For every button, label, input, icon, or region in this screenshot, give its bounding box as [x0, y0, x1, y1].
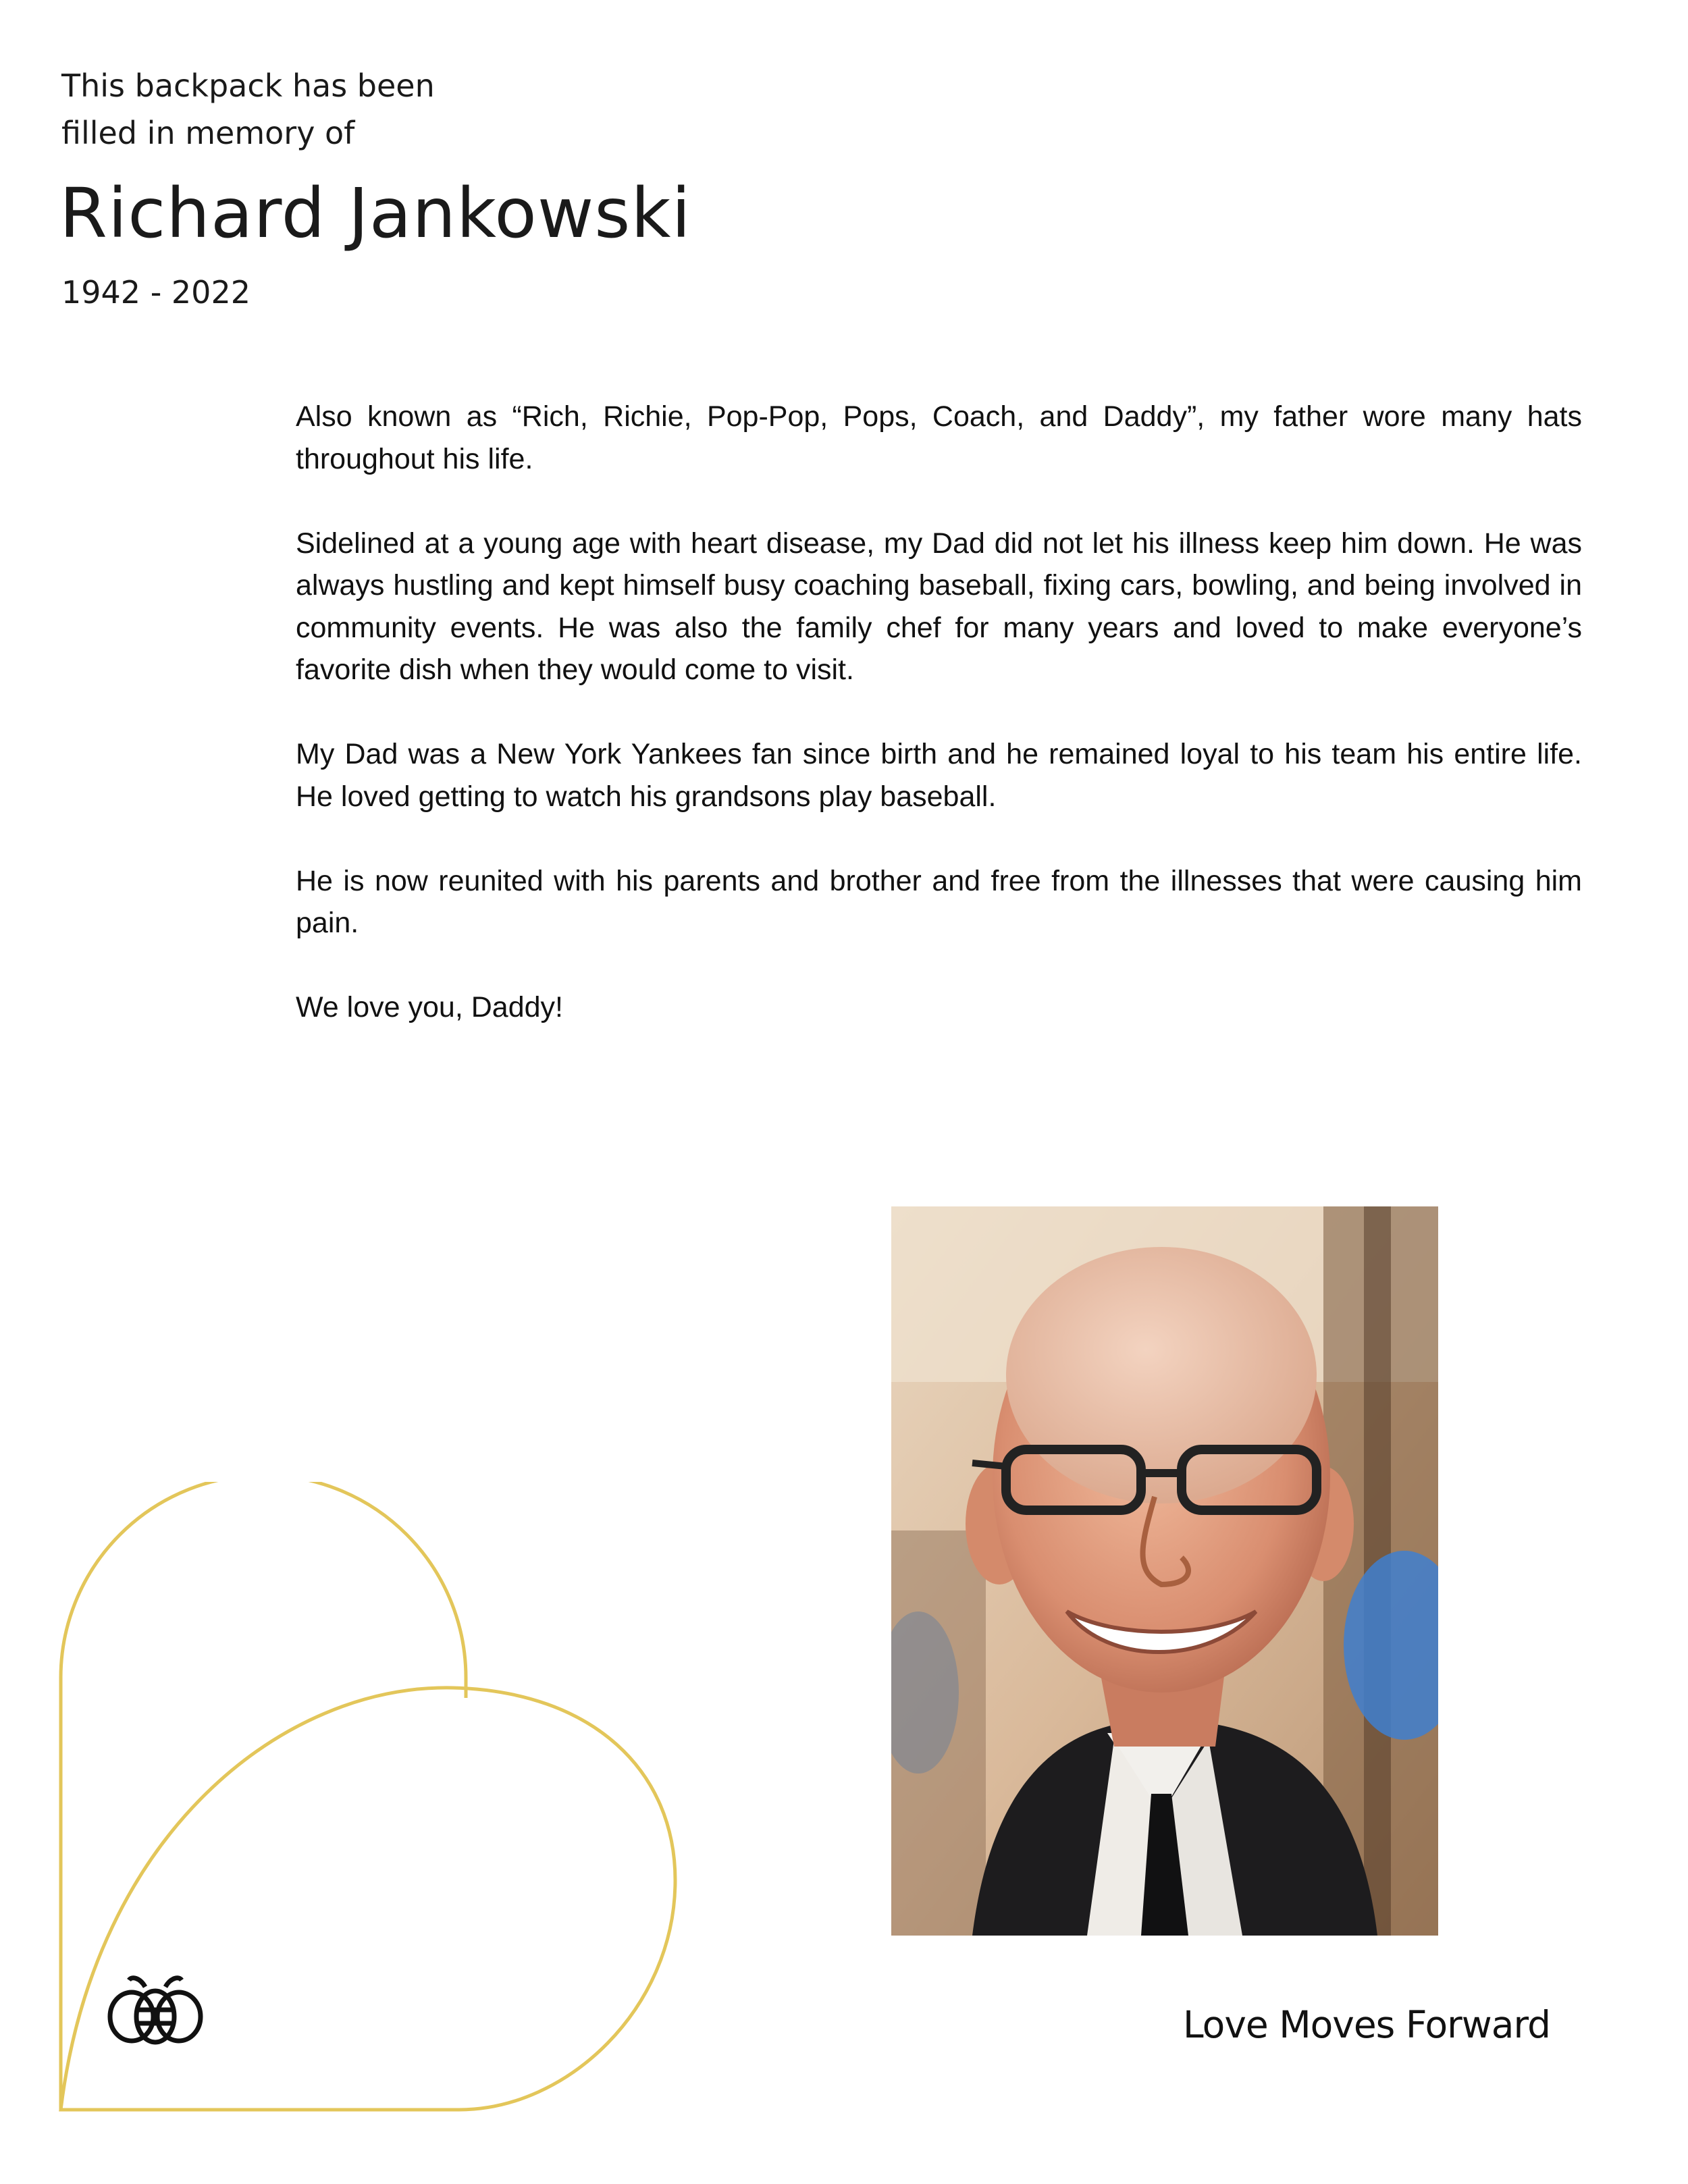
story-paragraph: We love you, Daddy!: [296, 991, 563, 1023]
intro-line-1: This backpack has been: [61, 68, 435, 104]
story-paragraph: He is now reunited with his parents and brother and free from the illnesses that were causing him pain.: [296, 864, 1582, 939]
intro-text: [61, 62, 669, 157]
memorial-name: Richard Jankowski: [59, 174, 691, 254]
story-paragraph: Also known as “Rich, Richie, Pop-Pop, Pops, Coach, and Daddy”, my father wore many hats throughout his life.: [296, 400, 1582, 475]
tagline: Love Moves Forward: [1183, 2003, 1551, 2046]
intro-line-2: filled in memory of: [61, 115, 355, 151]
life-dates: 1942 - 2022: [61, 274, 250, 311]
bee-icon: [105, 1975, 206, 2049]
memorial-story: [296, 396, 1582, 1029]
portrait-photo: [891, 1206, 1438, 1936]
story-paragraph: My Dad was a New York Yankees fan since birth and he remained loyal to his team his entire life. He loved getting to watch his grandsons play baseball.: [296, 738, 1582, 813]
story-paragraph: Sidelined at a young age with heart disease, my Dad did not let his illness keep him down. He was always hustling and kept himself busy coaching baseball, fixing cars, bowling, and being involved in community events. He was also the family chef for many years and loved to make everyone’s favorite dish when they would come to visit.: [296, 527, 1582, 686]
